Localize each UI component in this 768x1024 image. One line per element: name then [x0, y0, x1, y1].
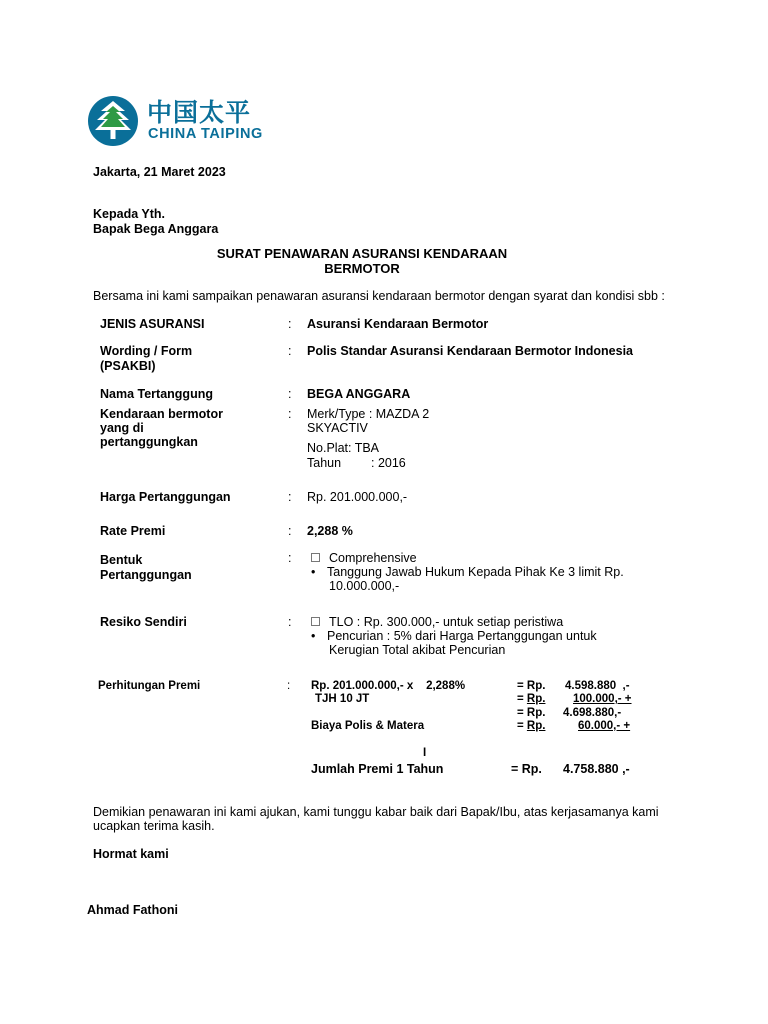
resiko-item-text: Pencurian : 5% dari Harga Pertanggungan untuk [327, 629, 597, 643]
kendaraan-label-line1: Kendaraan bermotor [100, 407, 223, 421]
wording-label-line1: Wording / Form [100, 344, 193, 358]
total-premi-desc: Jumlah Premi 1 Tahun [311, 762, 444, 776]
total-premi-eq: = Rp. [511, 762, 542, 776]
rate-premi-value: 2,288 % [307, 524, 353, 538]
total-premi-value: 4.758.880 ,- [563, 762, 630, 776]
calc-line2-value: 100.000,- + [573, 693, 632, 705]
logo-chinese-name: 中国太平 [147, 98, 252, 127]
regards: Hormat kami [93, 847, 169, 861]
closing-paragraph-line2: ucapkan terima kasih. [93, 819, 215, 833]
logo-english-name: CHINA TAIPING [148, 126, 263, 142]
separator: : [288, 344, 292, 358]
kendaraan-label-line3: pertanggungkan [100, 435, 198, 449]
bentuk-label-line2: Pertanggungan [100, 568, 192, 582]
resiko-item-pencurian [311, 629, 597, 643]
bullet-icon: • [311, 629, 316, 643]
bentuk-item-text: Tanggung Jawab Hukum Kepada Pihak Ke 3 limit Rp. [327, 565, 624, 579]
taiping-pine-tree-icon [85, 95, 141, 147]
calc-line1-eq: = Rp. [517, 680, 546, 692]
bentuk-item-comprehensive [311, 551, 417, 565]
intro-paragraph: Bersama ini kami sampaikan penawaran asuransi kendaraan bermotor dengan syarat dan kondisi sbb : [93, 289, 665, 303]
nama-tertanggung-label: Nama Tertanggung [100, 387, 213, 401]
calc-line3-eq: = Rp. [517, 707, 546, 719]
calc-line4-desc: Biaya Polis & Matera [311, 720, 425, 732]
bentuk-item-tjh [311, 565, 624, 579]
recipient: Bapak Bega Anggara [93, 222, 219, 236]
bentuk-label-line1: Bentuk [100, 553, 143, 567]
kendaraan-label-line2: yang di [100, 421, 144, 435]
checkbox-icon [311, 617, 320, 626]
harga-pertanggungan-value: Rp. 201.000.000,- [307, 490, 408, 504]
calc-line1-value: 4.598.880 ,- [565, 680, 630, 692]
separator: : [288, 387, 292, 401]
plat-number: No.Plat: TBA [307, 441, 380, 455]
separator: : [288, 490, 292, 504]
calc-line4-eq: = Rp. [517, 720, 546, 732]
wording-value: Polis Standar Asuransi Kendaraan Bermotor Indonesia [307, 344, 634, 358]
calc-line4-value: 60.000,- + [578, 720, 631, 732]
bullet-icon: • [311, 565, 316, 579]
jenis-asuransi-label: JENIS ASURANSI [100, 317, 205, 331]
tahun-label: Tahun [307, 456, 342, 470]
resiko-item-text: TLO : Rp. 300.000,- untuk setiap peristiwa [329, 615, 564, 629]
separator: : [288, 407, 292, 421]
merk-type-line1: Merk/Type : MAZDA 2 [307, 407, 430, 421]
resiko-item-tlo [311, 615, 563, 629]
wording-label-line2: (PSAKBI) [100, 359, 156, 373]
document-title-line1: SURAT PENAWARAN ASURANSI KENDARAAN [216, 246, 508, 261]
separator: : [288, 524, 292, 538]
bentuk-item-tjh-line2: 10.000.000,- [329, 579, 400, 593]
checkbox-icon [311, 553, 320, 562]
signer-name: Ahmad Fathoni [87, 903, 178, 917]
calc-line1-desc: Rp. 201.000.000,- x 2,288% [311, 680, 466, 692]
separator: : [288, 551, 292, 565]
bentuk-item-text: Comprehensive [329, 551, 417, 565]
calc-line2-eq: = Rp. [517, 693, 546, 705]
closing-paragraph-line1: Demikian penawaran ini kami ajukan, kami tunggu kabar baik dari Bapak/Ibu, atas kerjasamanya kami [93, 805, 659, 819]
separator: : [288, 615, 292, 629]
separator: : [287, 680, 291, 692]
resiko-sendiri-label: Resiko Sendiri [100, 615, 187, 629]
document-title-line2: BERMOTOR [324, 261, 400, 276]
perhitungan-premi-label: Perhitungan Premi [98, 680, 201, 692]
tahun-value: : 2016 [371, 456, 406, 470]
calc-line3-value: 4.698.880,- [563, 707, 622, 719]
separator: : [288, 317, 292, 331]
resiko-item-pencurian-line2: Kerugian Total akibat Pencurian [329, 643, 506, 657]
merk-type-line2: SKYACTIV [307, 421, 368, 435]
rate-premi-label: Rate Premi [100, 524, 166, 538]
nama-tertanggung-value: BEGA ANGGARA [307, 387, 411, 401]
jenis-asuransi-value: Asuransi Kendaraan Bermotor [307, 317, 489, 331]
calc-line2-desc: TJH 10 JT [315, 693, 370, 705]
stray-mark: I [423, 747, 427, 759]
place-date: Jakarta, 21 Maret 2023 [93, 165, 226, 179]
harga-pertanggungan-label: Harga Pertanggungan [100, 490, 231, 504]
greeting: Kepada Yth. [93, 207, 166, 221]
